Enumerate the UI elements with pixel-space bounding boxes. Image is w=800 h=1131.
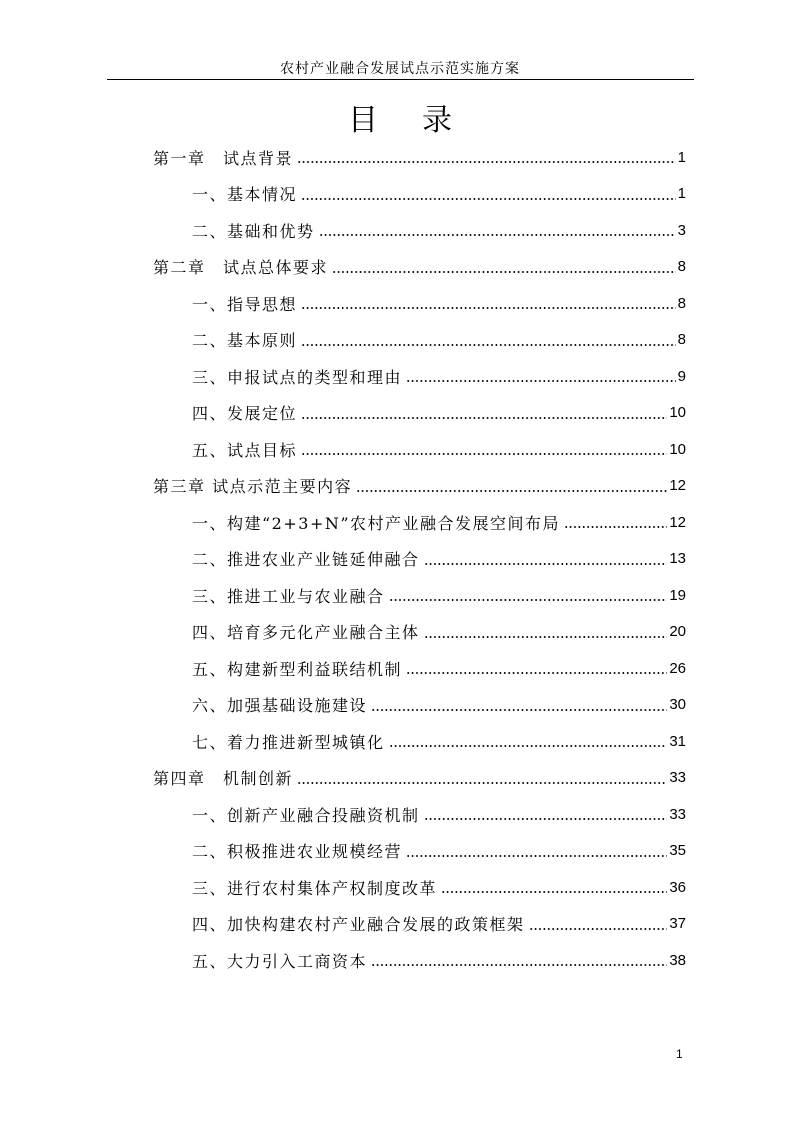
toc-entry-page-number: 12 (669, 477, 686, 495)
toc-entry-label: 三、进行农村集体产权制度改革 (192, 878, 438, 898)
dot-leader (301, 191, 676, 207)
toc-entry-label: 三、推进工业与农业融合 (192, 586, 385, 606)
toc-entry-label: 二、基础和优势 (192, 221, 315, 241)
toc-entry-row (192, 511, 686, 534)
toc-entry-label: 二、推进农业产业链延伸融合 (192, 550, 420, 570)
toc-entry-page-number: 31 (669, 732, 686, 750)
toc-entry-label: 第三章 试点示范主要内容 (153, 477, 353, 497)
toc-title: 目录 (348, 103, 496, 138)
toc-entry-page-number: 8 (677, 331, 686, 349)
toc-entry-row (192, 730, 686, 753)
toc-chapter-entry[interactable] (0, 249, 800, 286)
dot-leader (406, 665, 667, 681)
dot-leader (424, 556, 668, 572)
toc-section-entry[interactable] (0, 942, 800, 979)
toc-entry-row (192, 620, 686, 643)
toc-section-entry[interactable] (0, 358, 800, 395)
toc-entry-row (153, 255, 686, 278)
dot-leader (297, 154, 676, 170)
toc-entry-page-number: 35 (669, 842, 686, 860)
toc-section-entry[interactable] (0, 322, 800, 359)
toc-section-entry[interactable] (0, 723, 800, 760)
toc-entry-page-number: 36 (669, 878, 686, 896)
header-rule (107, 79, 694, 80)
toc-entry-row (192, 547, 686, 570)
toc-chapter-entry[interactable] (0, 760, 800, 797)
toc-entry-page-number: 33 (669, 769, 686, 787)
toc-entry-row (192, 839, 686, 862)
toc-entry-row (192, 803, 686, 826)
toc-entry-row (192, 182, 686, 205)
dot-leader (301, 446, 667, 462)
toc-entry-row (192, 292, 686, 315)
toc-entry-label: 五、构建新型利益联结机制 (192, 659, 403, 679)
toc-entry-page-number: 10 (669, 404, 686, 422)
toc-entry-row (153, 474, 686, 497)
toc-entry-label: 四、培育多元化产业融合主体 (192, 623, 420, 643)
toc-entry-label: 一、基本情况 (192, 185, 298, 205)
toc-entry-row (192, 584, 686, 607)
toc-entry-label: 第一章 试点背景 (153, 148, 294, 168)
toc-entry-page-number: 37 (669, 915, 686, 933)
toc-section-entry[interactable] (0, 833, 800, 870)
toc-section-entry[interactable] (0, 869, 800, 906)
dot-leader (529, 921, 668, 937)
toc-entry-page-number: 3 (677, 221, 686, 239)
toc-entry-page-number: 9 (677, 367, 686, 385)
toc-entry-page-number: 1 (677, 185, 686, 203)
toc-entry-page-number: 20 (669, 623, 686, 641)
dot-leader (371, 702, 667, 718)
toc-entry-page-number: 1 (677, 148, 686, 166)
toc-entry-label: 三、申报试点的类型和理由 (192, 367, 403, 387)
toc-entry-page-number: 8 (677, 258, 686, 276)
toc-entry-row (192, 219, 686, 242)
dot-leader (406, 373, 676, 389)
toc-entry-page-number: 10 (669, 440, 686, 458)
dot-leader (424, 629, 668, 645)
toc-section-entry[interactable] (0, 285, 800, 322)
dot-leader (356, 483, 667, 499)
toc-section-entry[interactable] (0, 176, 800, 213)
dot-leader (301, 300, 676, 316)
toc-entry-page-number: 26 (669, 659, 686, 677)
toc-entry-row (192, 401, 686, 424)
toc-entry-page-number: 33 (669, 805, 686, 823)
toc-entry-label: 五、大力引入工商资本 (192, 951, 368, 971)
toc-entry-row (192, 949, 686, 972)
toc-section-entry[interactable] (0, 614, 800, 651)
toc-entry-row (192, 693, 686, 716)
toc-section-entry[interactable] (0, 541, 800, 578)
toc-section-entry[interactable] (0, 577, 800, 614)
dot-leader (389, 738, 668, 754)
toc-entry-page-number: 30 (669, 696, 686, 714)
toc-entry-row (192, 328, 686, 351)
toc-entry-page-number: 38 (669, 951, 686, 969)
toc-entry-label: 第二章 试点总体要求 (153, 258, 329, 278)
toc-entry-label: 六、加强基础设施建设 (192, 696, 368, 716)
toc-entry-label: 二、基本原则 (192, 331, 298, 351)
dot-leader (301, 337, 676, 353)
dot-leader (371, 957, 667, 973)
toc-entry-page-number: 8 (677, 294, 686, 312)
toc-chapter-entry[interactable] (0, 139, 800, 176)
toc-entry-label: 一、指导思想 (192, 294, 298, 314)
toc-section-entry[interactable] (0, 796, 800, 833)
toc-entry-label: 一、创新产业融合投融资机制 (192, 805, 420, 825)
toc-section-entry[interactable] (0, 906, 800, 943)
toc-entry-label: 第四章 机制创新 (153, 769, 294, 789)
toc-section-entry[interactable] (0, 431, 800, 468)
dot-leader (332, 264, 676, 280)
dot-leader (441, 884, 667, 900)
toc-entry-row (192, 912, 686, 935)
toc-section-entry[interactable] (0, 687, 800, 724)
toc-section-entry[interactable] (0, 212, 800, 249)
toc-entry-label: 四、发展定位 (192, 404, 298, 424)
toc-entry-row (153, 766, 686, 789)
toc-entry-label: 二、积极推进农业规模经营 (192, 842, 403, 862)
toc-entry-page-number: 19 (669, 586, 686, 604)
toc-entry-row (192, 438, 686, 461)
toc-entry-row (153, 146, 686, 169)
toc-chapter-entry[interactable] (0, 468, 800, 505)
toc-section-entry[interactable] (0, 650, 800, 687)
dot-leader (297, 775, 667, 791)
toc-section-entry[interactable] (0, 504, 800, 541)
dot-leader (389, 592, 668, 608)
toc-entry-label: 一、构建“2+3+N”农村产业融合发展空间布局 (192, 513, 561, 533)
toc-entry-page-number: 12 (669, 513, 686, 531)
dot-leader (319, 227, 676, 243)
toc-entry-page-number: 13 (669, 550, 686, 568)
toc-entry-row (192, 876, 686, 899)
page-number: 1 (676, 1047, 683, 1061)
toc-entry-row (192, 657, 686, 680)
toc-entry-row (192, 365, 686, 388)
toc-section-entry[interactable] (0, 395, 800, 432)
dot-leader (301, 410, 667, 426)
dot-leader (564, 519, 667, 535)
toc-entry-label: 七、着力推进新型城镇化 (192, 732, 385, 752)
toc-entry-label: 四、加快构建农村产业融合发展的政策框架 (192, 915, 525, 935)
dot-leader (424, 811, 668, 827)
running-header: 农村产业融合发展试点示范实施方案 (280, 61, 520, 77)
dot-leader (406, 848, 667, 864)
toc-entry-label: 五、试点目标 (192, 440, 298, 460)
